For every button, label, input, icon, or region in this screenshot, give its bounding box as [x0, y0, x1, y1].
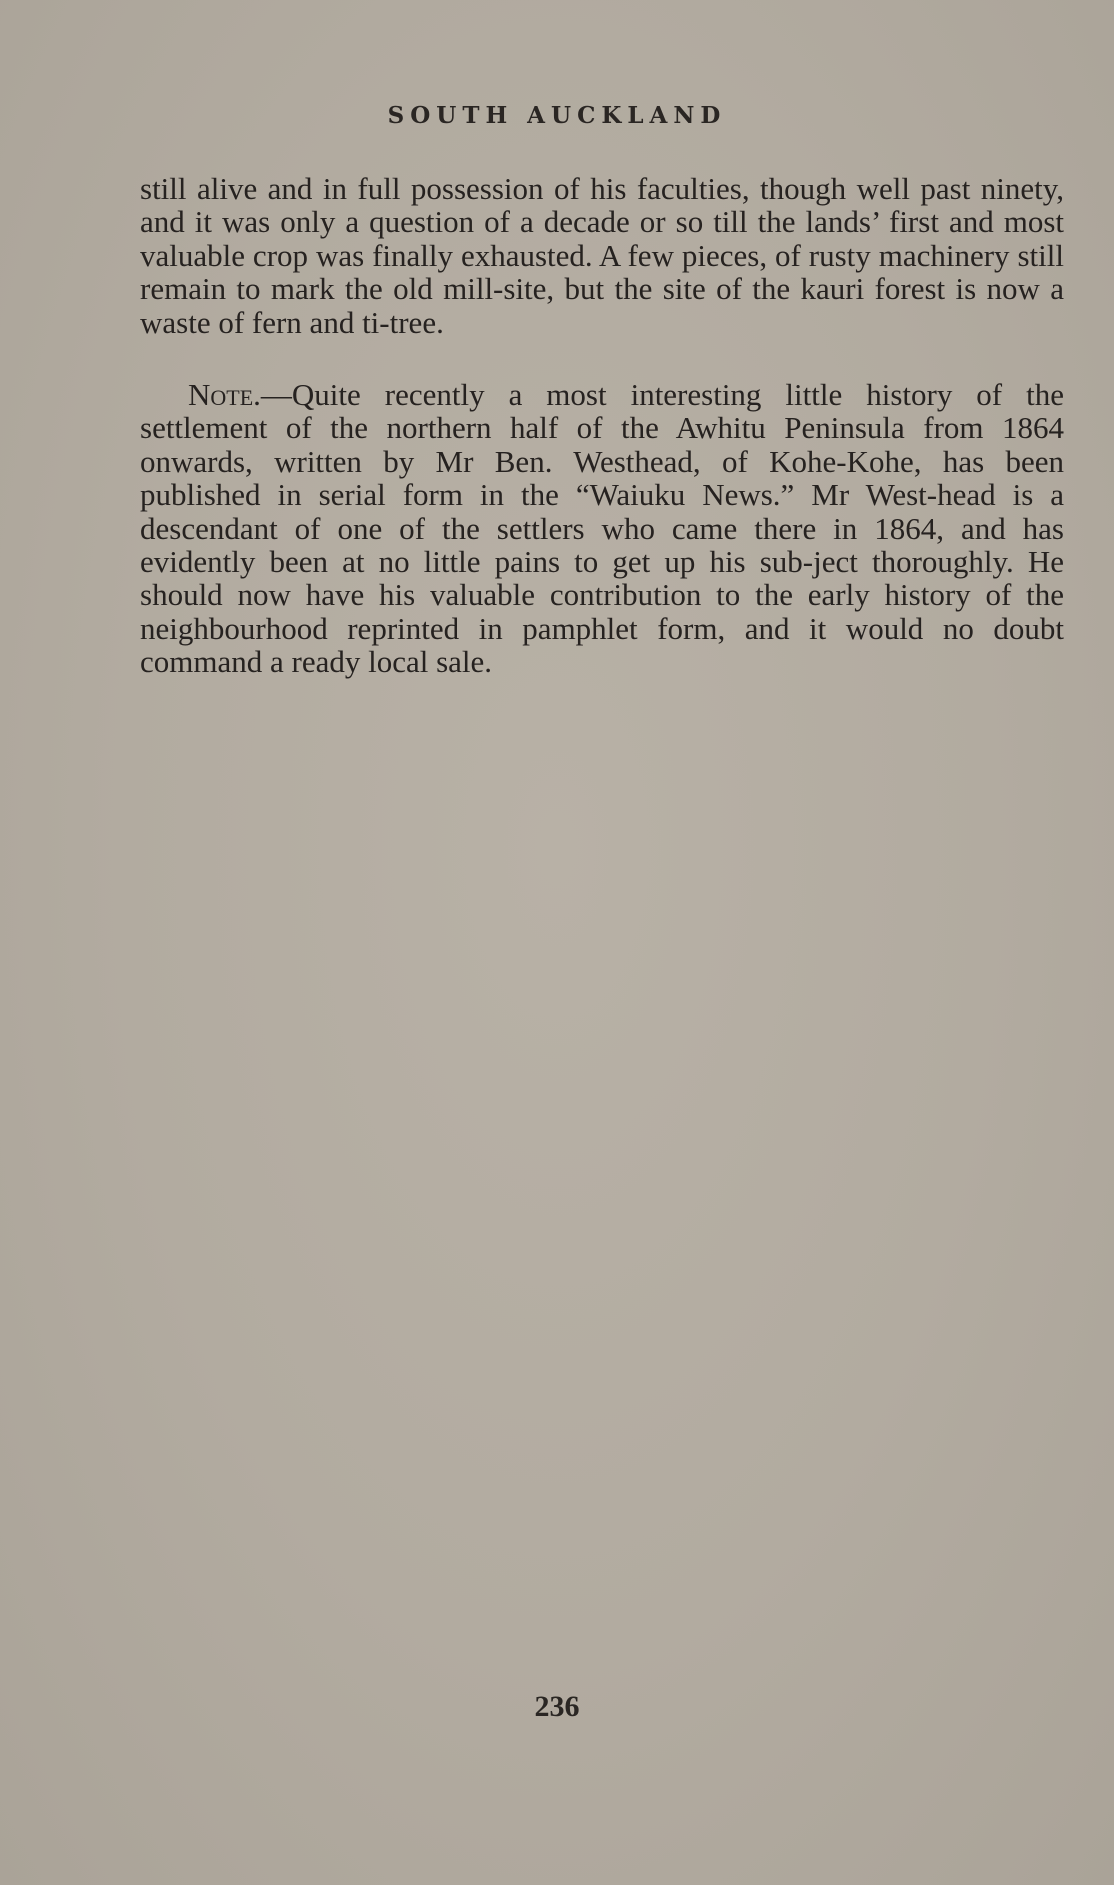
- note-label: Note.: [188, 377, 261, 412]
- note-text: [140, 378, 1064, 679]
- note-body: —Quite recently a most interesting little history of the settlement of the northern half of the Awhitu Peninsula from 1864 onwards, written by Mr Ben. Westhead, of Kohe-Kohe, has been published in serial form in the “Waiuku News.” Mr West-head is a descendant of one of the settlers who came there in 1864, and has evidently been at no little pains to get up his sub-ject thoroughly. He should now have his valuable contribution to the early history of the neighbourhood reprinted in pamphlet form, and it would no doubt command a ready local sale.: [140, 377, 1064, 680]
- note-paragraph: [140, 378, 1064, 679]
- paragraph-text: still alive and in full possession of his faculties, though well past ninety, and it was only a question of a decade or so till the lands’ first and most valuable crop was finally exhausted. A few pieces, of rusty machinery still remain to mark the old mill-site, but the site of the kauri forest is now a waste of fern and ti-tree.: [140, 171, 1064, 340]
- page-number: 236: [534, 1690, 580, 1723]
- running-head: SOUTH AUCKLAND: [387, 102, 727, 129]
- paragraph-continued: [140, 172, 1064, 339]
